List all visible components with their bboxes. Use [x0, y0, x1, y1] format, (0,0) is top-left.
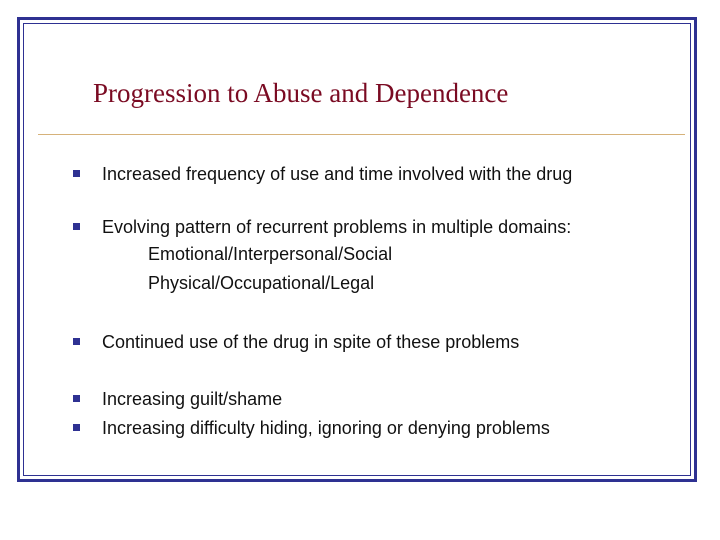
bullet-marker-1: [73, 170, 80, 177]
slide-frame: [17, 17, 697, 482]
bullet-text-5: Increasing difficulty hiding, ignoring or denying problems: [102, 418, 550, 438]
bullet-marker-4: [73, 395, 80, 402]
bullet-text-4: Increasing guilt/shame: [102, 389, 283, 409]
bullet-marker-5: [73, 424, 80, 431]
bullet-marker-2: [73, 223, 80, 230]
bullet-text-3: Continued use of the drug in spite of these problems: [102, 332, 520, 352]
sub-item-2: Physical/Occupational/Legal: [148, 273, 375, 293]
bullet-text-2: Evolving pattern of recurrent problems in multiple domains:: [102, 217, 572, 237]
slide-title: Progression to Abuse and Dependence: [93, 78, 509, 108]
sub-item-1: Emotional/Interpersonal/Social: [148, 244, 393, 264]
bullet-text-1: Increased frequency of use and time involved with the drug: [102, 164, 573, 184]
bullet-marker-3: [73, 338, 80, 345]
title-divider: [38, 134, 685, 135]
